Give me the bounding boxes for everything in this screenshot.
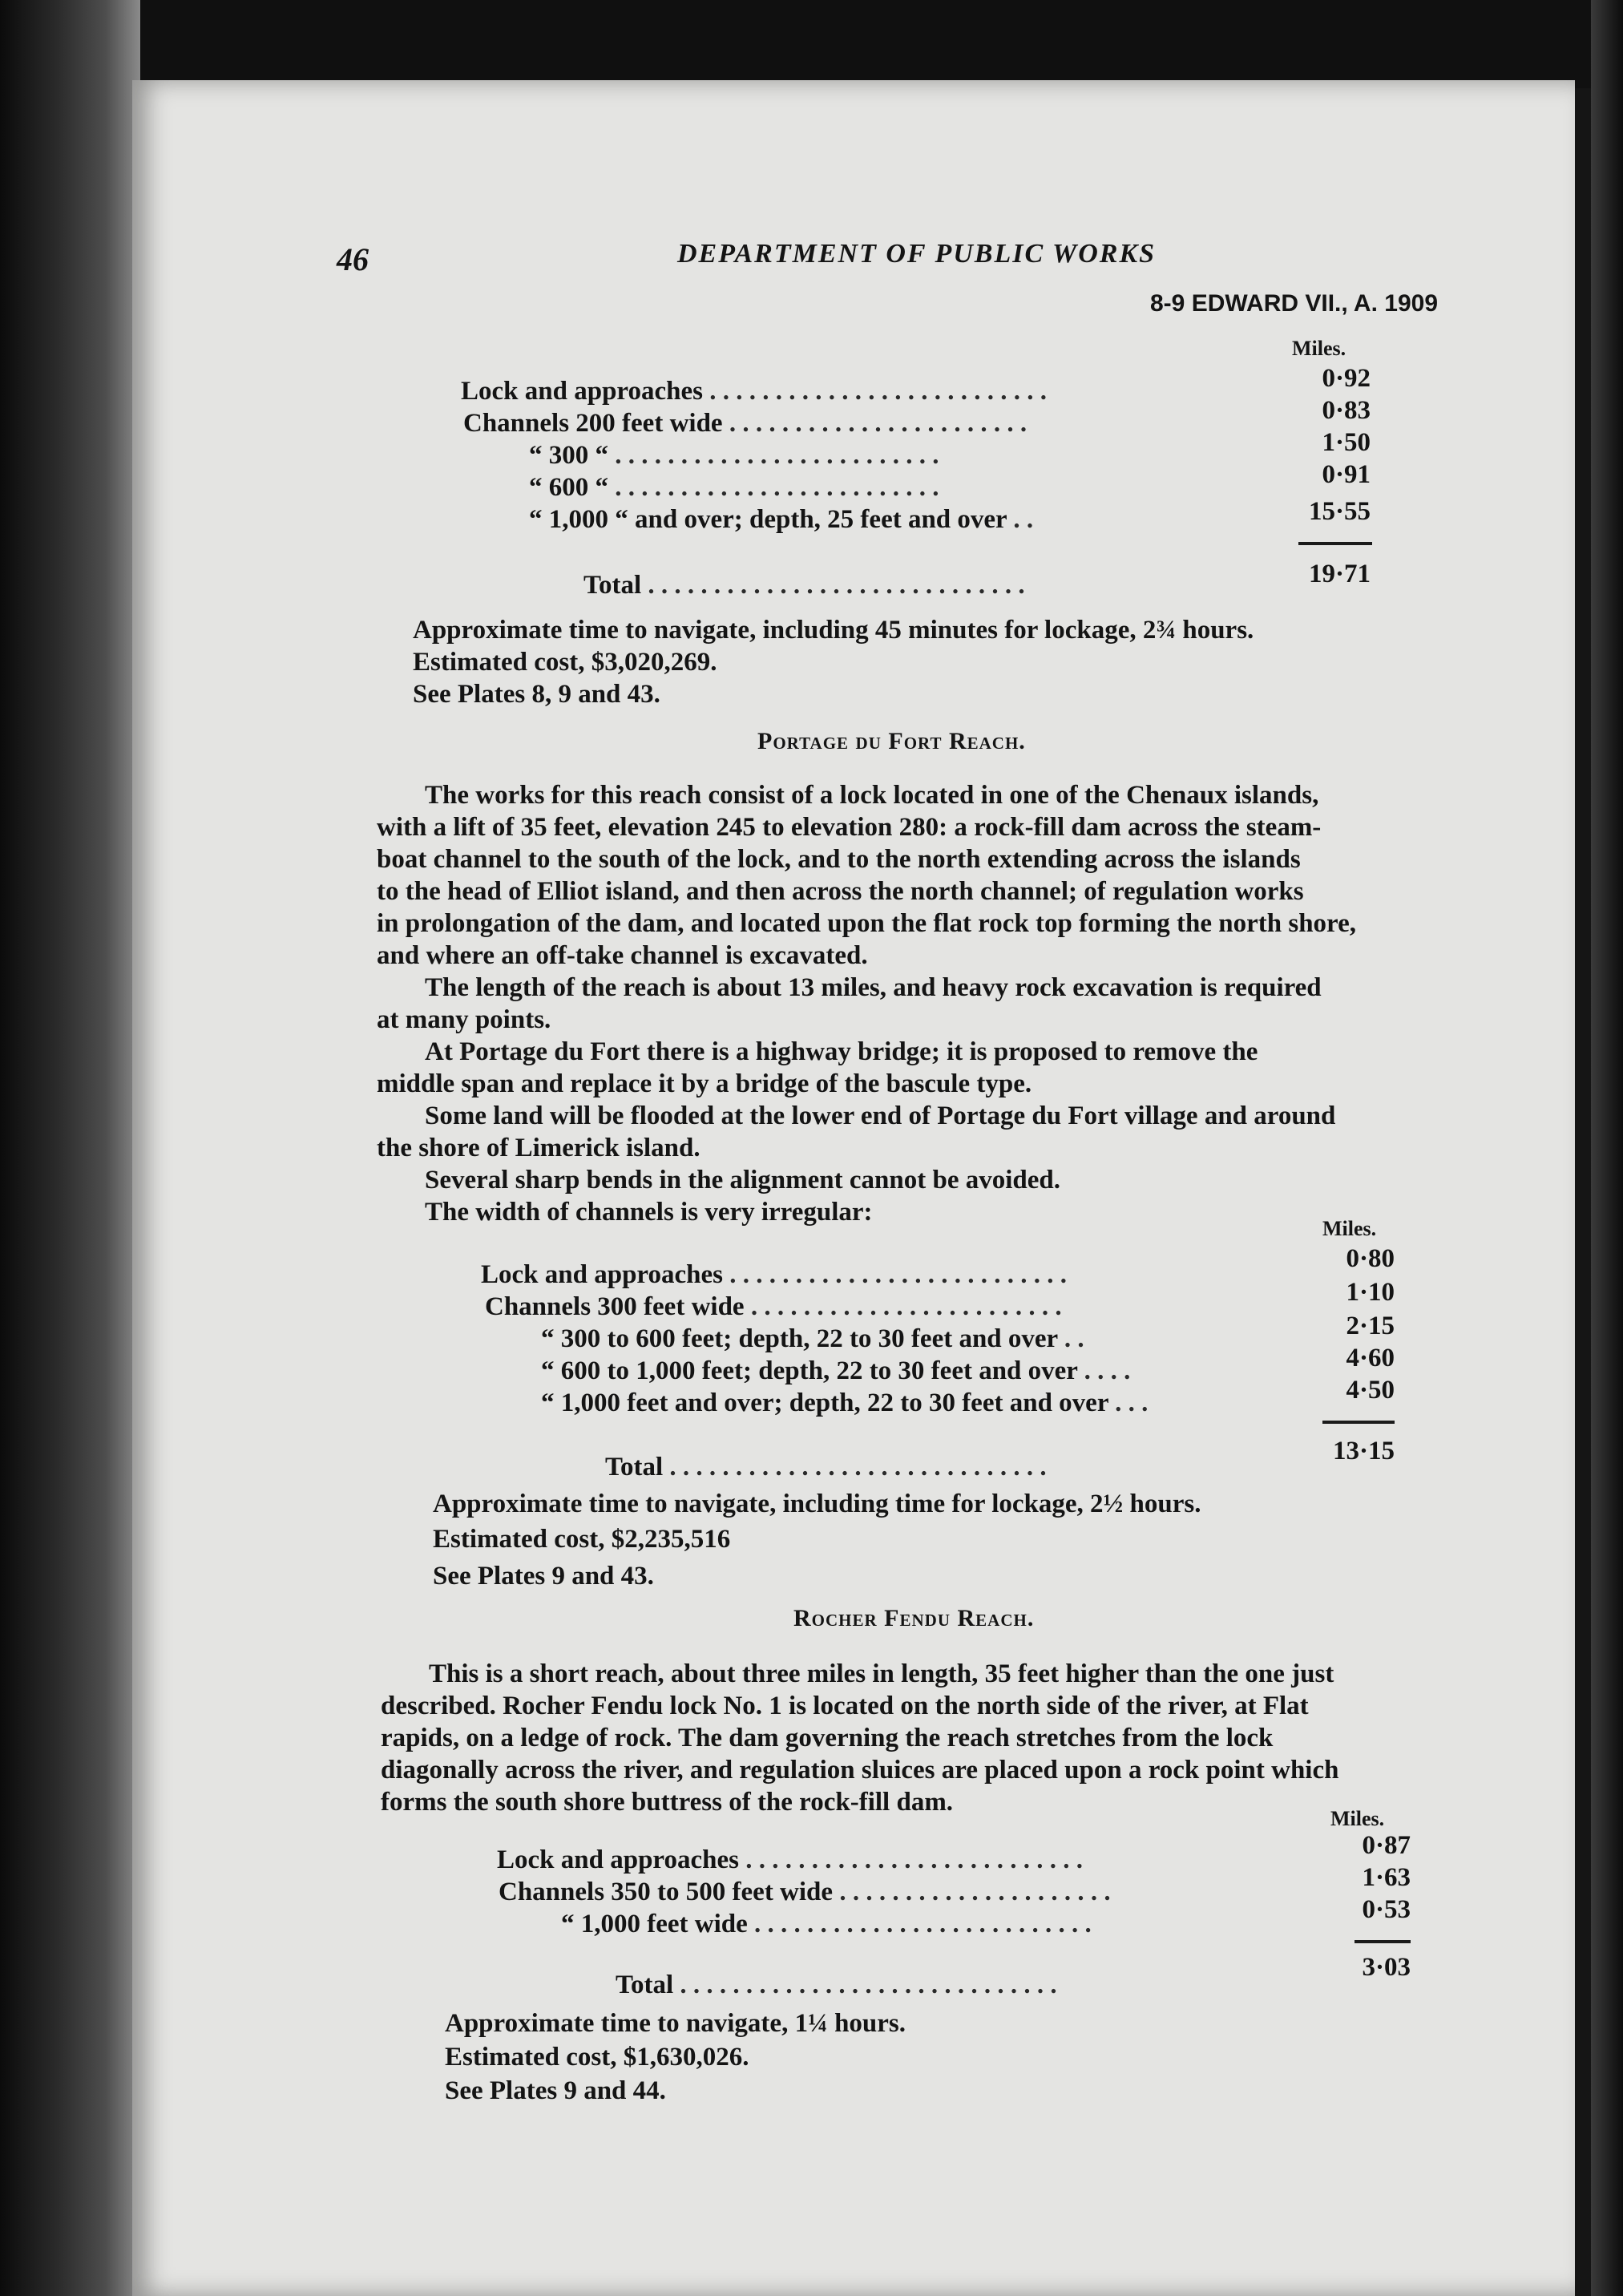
row-dots: . . . . . . . . . . . . . . . . . . . . . . . . . . <box>745 1845 1083 1874</box>
table1-row <box>461 377 1047 406</box>
text-line: described. Rocher Fendu lock No. 1 is located on the north side of the river, at Flat <box>381 1692 1309 1720</box>
section-heading: Rocher Fendu Reach. <box>793 1605 1035 1631</box>
row-label: “ 1,000 feet and over; depth, 22 to 30 feet and over <box>541 1389 1108 1417</box>
row-value: 2·15 <box>1346 1312 1395 1340</box>
running-title: DEPARTMENT OF PUBLIC WORKS <box>677 239 1157 269</box>
text-line: Several sharp bends in the alignment cannot be avoided. <box>425 1166 1060 1194</box>
paragraph <box>381 1658 1338 1818</box>
row-label: Lock and approaches <box>481 1260 723 1289</box>
text-line: in prolongation of the dam, and located upon the flat rock top forming the north shore, <box>377 909 1356 938</box>
section-heading: Portage du Fort Reach. <box>757 728 1026 754</box>
row-dots: . . . . . . . . . . . . . . . . . . . . . . . . . <box>615 441 939 470</box>
total-label: Total <box>616 1971 674 1999</box>
text-line: with a lift of 35 feet, elevation 245 to elevation 280: a rock-fill dam across the steam- <box>377 813 1322 842</box>
table2-row <box>541 1324 1084 1354</box>
row-dots: . . . . . . . . . . . . . . . . . . . . . <box>839 1878 1111 1906</box>
text-line: forms the south shore buttress of the rock-fill dam. <box>381 1788 954 1817</box>
row-value: 4·50 <box>1346 1376 1395 1405</box>
row-label: “ 300 “ <box>529 441 608 470</box>
total-rule <box>1355 1940 1411 1943</box>
row-value: 0·80 <box>1346 1244 1395 1273</box>
total-label: Total <box>605 1453 664 1481</box>
text-line: rapids, on a ledge of rock. The dam governing the reach stretches from the lock <box>381 1724 1274 1752</box>
row-label: Channels 200 feet wide <box>463 409 723 438</box>
row-value: 1·50 <box>1322 428 1371 457</box>
total-dots: . . . . . . . . . . . . . . . . . . . . . . . . . . . . . <box>680 1971 1057 1999</box>
table1-unit: Miles. <box>1292 337 1346 360</box>
row-dots: . . <box>1013 505 1034 534</box>
text-line: to the head of Elliot island, and then across the north channel; of regulation works <box>377 877 1304 906</box>
text-line: diagonally across the river, and regulation sluices are placed upon a rock point which <box>381 1756 1339 1785</box>
text-line: At Portage du Fort there is a highway bridge; it is proposed to remove the <box>425 1037 1258 1066</box>
text-line: The length of the reach is about 13 miles, and heavy rock excavation is required <box>425 973 1322 1002</box>
row-value: 0·53 <box>1362 1895 1411 1924</box>
row-value: 0·83 <box>1322 396 1371 425</box>
row-dots: . . <box>1064 1324 1084 1353</box>
table2-row <box>541 1356 1130 1386</box>
row-dots: . . . . . . . . . . . . . . . . . . . . . . . . . . <box>754 1910 1092 1938</box>
page-number: 46 <box>337 241 369 277</box>
row-dots: . . . . . . . . . . . . . . . . . . . . . . . . <box>750 1292 1062 1321</box>
row-value: 15·55 <box>1308 497 1371 526</box>
see-plates: See Plates 8, 9 and 43. <box>413 680 660 709</box>
time-to-navigate: Approximate time to navigate, including 45 minutes for lockage, 2¾ hours. <box>413 616 1254 645</box>
estimated-cost: Estimated cost, $1,630,026. <box>445 2043 749 2072</box>
table3-row <box>497 1845 1083 1875</box>
text-line: boat channel to the south of the lock, and to the north extending across the islands <box>377 845 1301 874</box>
total-rule <box>1298 542 1372 545</box>
table2-unit: Miles. <box>1322 1217 1377 1240</box>
see-plates: See Plates 9 and 43. <box>433 1562 654 1591</box>
table3-row <box>561 1910 1092 1939</box>
table1-row <box>463 409 1027 439</box>
see-plates: See Plates 9 and 44. <box>445 2076 666 2105</box>
row-dots: . . . . <box>1084 1356 1131 1385</box>
row-value: 0·87 <box>1362 1831 1411 1860</box>
row-label: “ 1,000 “ and over; depth, 25 feet and over <box>529 505 1007 534</box>
table1-row <box>529 473 939 503</box>
table3-total <box>616 1971 1057 2000</box>
row-label: Lock and approaches <box>497 1845 739 1874</box>
total-value: 19·71 <box>1308 560 1371 588</box>
table2-row <box>481 1260 1067 1290</box>
text-line: This is a short reach, about three miles in length, 35 feet higher than the one just <box>429 1659 1334 1688</box>
row-value: 1·10 <box>1346 1278 1395 1307</box>
row-value: 0·91 <box>1322 460 1371 489</box>
row-dots: . . . . . . . . . . . . . . . . . . . . . . . . . . <box>709 377 1047 406</box>
row-dots: . . . <box>1115 1389 1149 1417</box>
row-label: “ 300 to 600 feet; depth, 22 to 30 feet and over <box>541 1324 1058 1353</box>
row-label: “ 1,000 feet wide <box>561 1910 748 1938</box>
row-dots: . . . . . . . . . . . . . . . . . . . . . . . <box>729 409 1027 438</box>
text-line: The works for this reach consist of a lock located in one of the Chenaux islands, <box>425 781 1319 810</box>
time-to-navigate: Approximate time to navigate, including time for lockage, 2½ hours. <box>433 1490 1201 1518</box>
row-value: 0·92 <box>1322 364 1371 393</box>
row-label: Channels 350 to 500 feet wide <box>499 1878 834 1906</box>
row-value: 1·63 <box>1362 1863 1411 1892</box>
scan-top-border <box>0 0 1623 88</box>
row-label: Channels 300 feet wide <box>485 1292 745 1321</box>
session-label: 8-9 EDWARD VII., A. 1909 <box>1150 290 1439 317</box>
table2-row <box>485 1292 1062 1322</box>
text-line: Some land will be flooded at the lower end of Portage du Fort village and around <box>425 1102 1336 1130</box>
table2-row <box>541 1389 1148 1418</box>
estimated-cost: Estimated cost, $3,020,269. <box>413 648 717 677</box>
total-dots: . . . . . . . . . . . . . . . . . . . . . . . . . . . . . <box>669 1453 1047 1481</box>
row-label: Lock and approaches <box>461 377 703 406</box>
row-dots: . . . . . . . . . . . . . . . . . . . . . . . . . <box>615 473 939 502</box>
scan-right-border <box>1591 0 1623 2296</box>
text-line: at many points. <box>377 1005 551 1034</box>
total-label: Total <box>583 571 642 600</box>
table2-total <box>605 1453 1047 1482</box>
text-line: and where an off-take channel is excavated. <box>377 941 868 970</box>
text-line: The width of channels is very irregular: <box>425 1198 873 1227</box>
row-value: 4·60 <box>1346 1344 1395 1372</box>
text-line: the shore of Limerick island. <box>377 1134 700 1162</box>
estimated-cost: Estimated cost, $2,235,516 <box>433 1525 731 1554</box>
total-dots: . . . . . . . . . . . . . . . . . . . . . . . . . . . . . <box>648 571 1025 600</box>
table1-row <box>529 441 939 471</box>
row-label: “ 600 “ <box>529 473 608 502</box>
paragraph <box>377 779 1356 1228</box>
time-to-navigate: Approximate time to navigate, 1¼ hours. <box>445 2009 906 2038</box>
table1-total <box>583 571 1025 600</box>
table3-row <box>499 1878 1111 1907</box>
total-value: 3·03 <box>1362 1953 1411 1982</box>
table1-row <box>529 505 1033 535</box>
row-label: “ 600 to 1,000 feet; depth, 22 to 30 feet and over <box>541 1356 1078 1385</box>
total-value: 13·15 <box>1332 1437 1395 1465</box>
scan-left-border <box>0 0 140 2296</box>
text-line: middle span and replace it by a bridge of the bascule type. <box>377 1069 1032 1098</box>
total-rule <box>1322 1421 1395 1424</box>
table3-unit: Miles. <box>1330 1807 1385 1830</box>
row-dots: . . . . . . . . . . . . . . . . . . . . . . . . . . <box>729 1260 1067 1289</box>
